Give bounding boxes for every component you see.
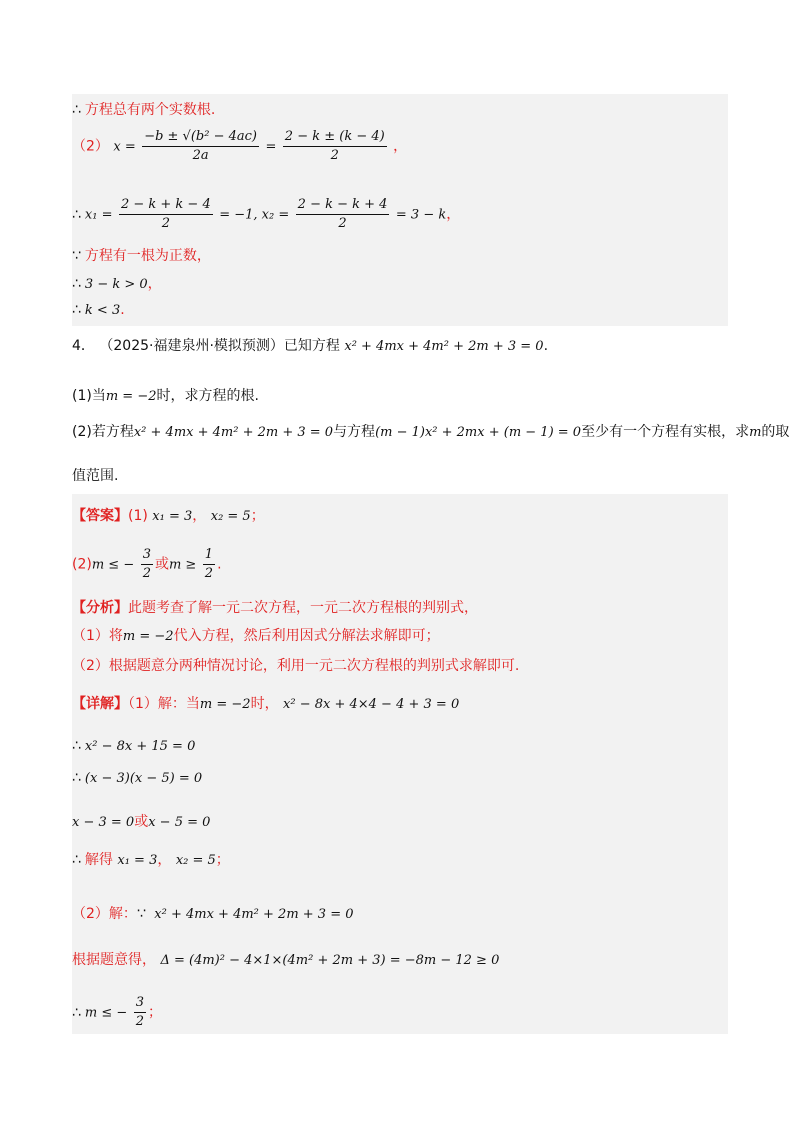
detail-line-6: （2）解：∵ x² + 4mx + 4m² + 2m + 3 = 0 xyxy=(72,906,354,922)
question-stem: 4． （2025·福建泉州·模拟预测）已知方程 x² + 4mx + 4m² + 2m + 3 = 0. xyxy=(72,338,549,354)
detail-line-5: ∴ 解得 x₁ = 3， x₂ = 5； xyxy=(72,852,230,868)
analysis-line-1: 【分析】此题考查了解一元二次方程，一元二次方程根的判别式， xyxy=(72,600,478,616)
question-part-2-cont: 值范围. xyxy=(72,468,119,484)
analysis-line-3: （2）根据题意分两种情况讨论，利用一元二次方程根的判别式求解即可. xyxy=(72,658,520,674)
question-part-1: (1)当m = −2时，求方程的根. xyxy=(72,388,259,404)
fraction: $\frac{2 - k - k + 4}{2}$ xyxy=(297,197,388,231)
detail-line-3: ∴ (x − 3)(x − 5) = 0 xyxy=(72,770,203,786)
fraction: $\frac{3}{2}$ xyxy=(135,995,145,1029)
line-real-roots: ∴ 方程总有两个实数根. xyxy=(72,102,216,118)
detail-line-4: x − 3 = 0或x − 5 = 0 xyxy=(72,814,211,830)
line-quadratic-formula: （2） x = $\frac{\text{−b ± √(b² − 4ac)}}{2a}$ = $\frac{2 - k \pm (k - 4)}{2}$ ， xyxy=(72,129,408,163)
fraction: $\frac{3}{2}$ xyxy=(142,547,151,581)
detail-line-1: 【详解】（1）解：当m = −2时， x² − 8x + 4×4 − 4 + 3 = 0 xyxy=(72,696,460,712)
solution-panel-top xyxy=(72,94,728,326)
analysis-line-2: （1）将m = −2代入方程，然后利用因式分解法求解即可； xyxy=(72,628,440,644)
line-roots-x1-x2: ∴ x₁ = $\frac{2 - k + k - 4}{2}$ = −1, x₂ = $\frac{2 - k - k + 4}{2}$ = 3 − k， xyxy=(72,197,461,231)
detail-line-7: 根据题意得， Δ = (4m)² − 4×1×(4m² + 2m + 3) = −8m − 12 ≥ 0 xyxy=(72,952,500,968)
solution-panel-bottom xyxy=(72,494,728,1034)
answer-part-1: 【答案】(1) x₁ = 3， x₂ = 5； xyxy=(72,508,265,524)
line-inequality: ∴ 3 − k > 0， xyxy=(72,276,162,292)
detail-line-8: ∴ m ≤ − $\frac{3}{2}$ ； xyxy=(72,995,163,1029)
fraction: $\frac{1}{2}$ xyxy=(204,547,214,581)
detail-line-2: ∴ x² − 8x + 15 = 0 xyxy=(72,738,196,754)
fraction: $\frac{\text{−b ± √(b² − 4ac)}}{2a}$ xyxy=(144,129,257,163)
question-part-2: (2)若方程x² + 4mx + 4m² + 2m + 3 = 0与方程(m − 1)x² + 2mx + (m − 1) = 0至少有一个方程有实根，求m的取 xyxy=(72,424,790,440)
fraction: $\frac{2 - k + k - 4}{2}$ xyxy=(120,197,211,231)
line-positive-root: ∵ 方程有一根为正数， xyxy=(72,248,211,264)
answer-part-2: (2)m ≤ − $\frac{3}{2}$ 或m ≥ $\frac{1}{2}$ . xyxy=(72,547,222,581)
line-k-result: ∴ k < 3. xyxy=(72,302,125,318)
fraction: $\frac{2 - k \pm (k - 4)}{2}$ xyxy=(284,129,385,163)
